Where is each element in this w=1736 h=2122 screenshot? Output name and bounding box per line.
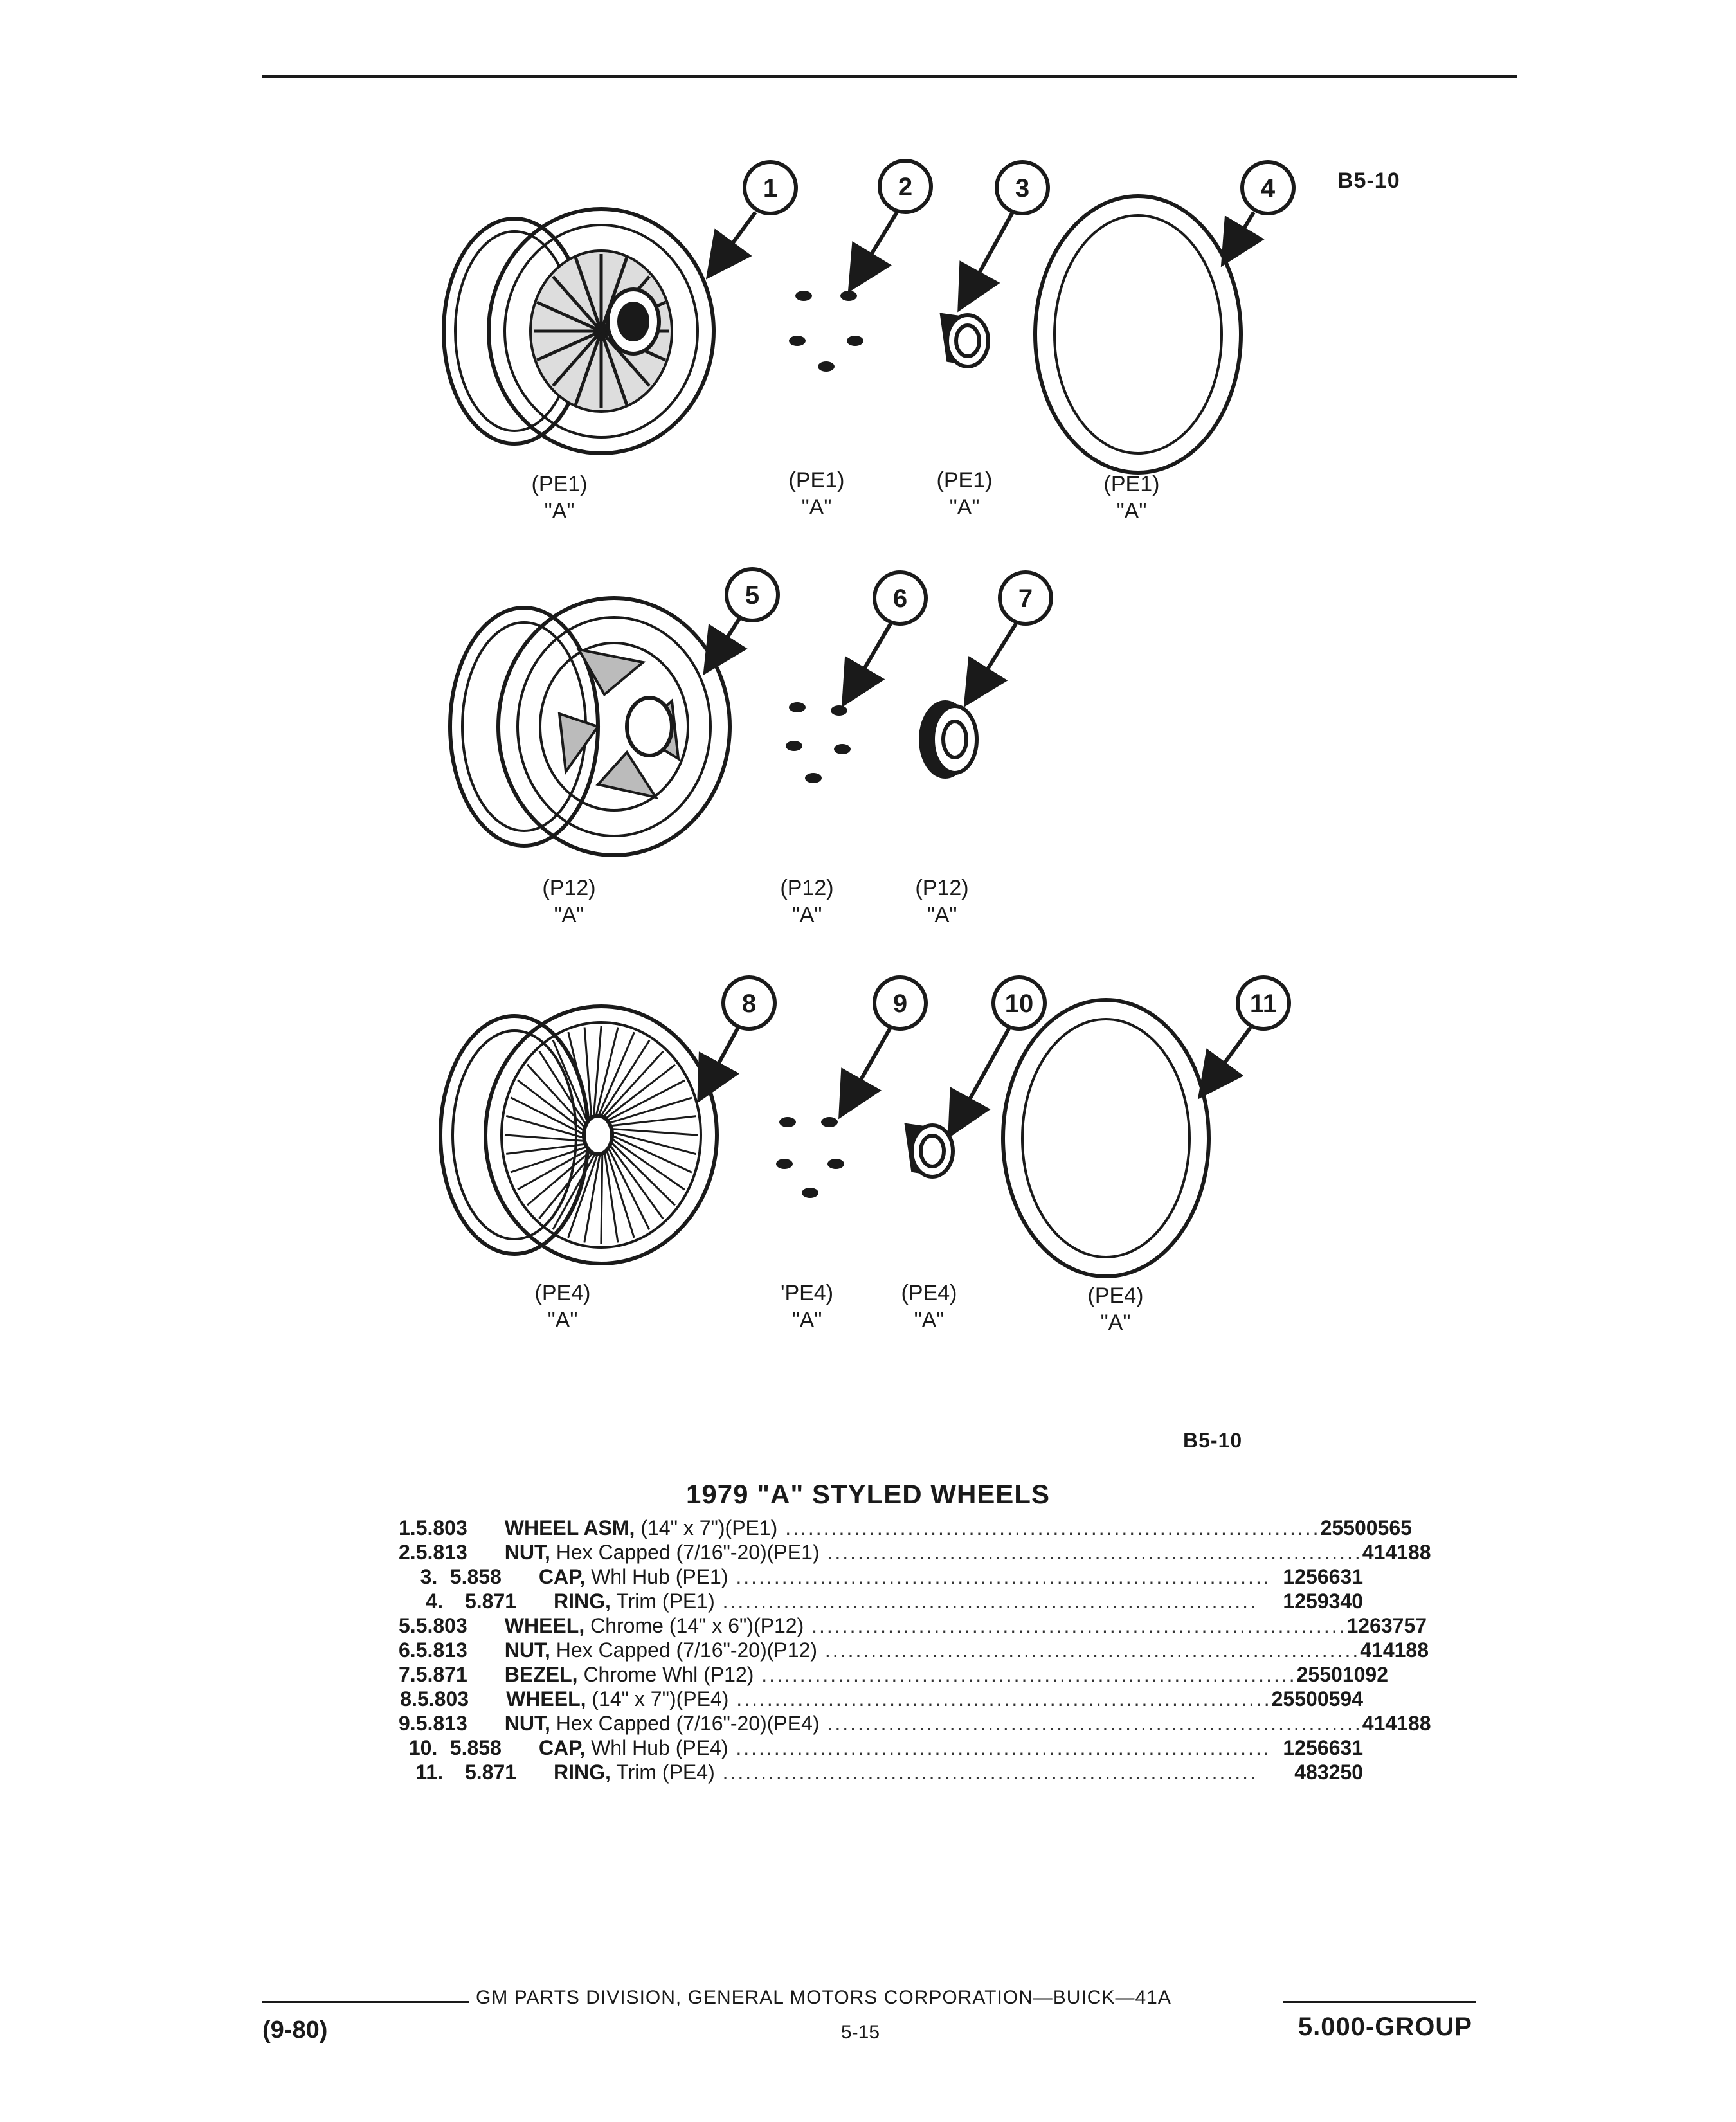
table-row (399, 1736, 1363, 1760)
leader-dots: ...................................................................... (819, 1712, 1362, 1735)
svg-text:11: 11 (1249, 990, 1278, 1018)
part-index: 2. (399, 1541, 416, 1564)
leader-dots: ...................................................................... (714, 1761, 1258, 1784)
callout-10 (952, 977, 1045, 1132)
callout-4 (1225, 162, 1294, 260)
spoke (601, 1152, 602, 1244)
part-detail: (14" x 7")(PE4) (586, 1687, 729, 1710)
part-name: RING, (554, 1590, 611, 1613)
label-item-9: 'PE4) "A" (780, 1281, 834, 1332)
part-detail: Hex Capped (7/16"-20)(PE1) (550, 1541, 820, 1564)
leader-dots: ...................................................................... (714, 1590, 1258, 1613)
label-item-6: (P12) "A" (780, 876, 834, 927)
spoke (604, 1065, 675, 1120)
part-detail: Trim (PE4) (610, 1761, 715, 1784)
part-group-code: 5.858 (449, 1565, 502, 1588)
label-item-11: (PE4) "A" (1087, 1283, 1144, 1335)
table-row (399, 1662, 1388, 1687)
part-detail: Trim (PE1) (610, 1590, 715, 1613)
lug-nuts-illustration (776, 1117, 844, 1198)
label-item-4: (PE1) "A" (1103, 472, 1160, 523)
lug-nuts-illustration (786, 702, 851, 783)
part-name: NUT, (504, 1712, 550, 1735)
part-description (554, 1760, 1258, 1784)
label-item-7: (P12) "A" (915, 876, 969, 927)
label-item-2: (PE1) "A" (788, 468, 845, 520)
footer-date: (9-80) (262, 2017, 328, 2044)
part-index: 5. (399, 1614, 416, 1637)
part-group-code: 5.813 (415, 1712, 467, 1735)
leader-dots: ...................................................................... (817, 1638, 1361, 1662)
part-name: NUT, (504, 1541, 550, 1564)
part-name: WHEEL, (506, 1687, 586, 1710)
part-index: 11. (415, 1761, 444, 1784)
trim-ring-illustration (1035, 196, 1241, 473)
figure-code-bottom: B5-10 (1183, 1429, 1243, 1452)
part-group-code: 5.858 (449, 1736, 502, 1759)
leader-dots: ...................................................................... (777, 1516, 1321, 1539)
part-description (554, 1589, 1258, 1613)
part-index: 7. (399, 1663, 416, 1686)
part-name: RING, (554, 1761, 611, 1784)
svg-text:6: 6 (892, 585, 908, 613)
part-group-code: 5.871 (464, 1590, 517, 1613)
label-item-3: (PE1) "A" (936, 468, 993, 520)
part-group-code: 5.813 (415, 1541, 467, 1564)
part-description (539, 1564, 1271, 1589)
callout-7 (968, 572, 1051, 701)
callout-11 (1202, 977, 1289, 1093)
part-group-code: 5.813 (415, 1638, 467, 1662)
wire-wheel-illustration (440, 1006, 717, 1264)
leader-dots: ...................................................................... (754, 1663, 1297, 1686)
svg-text:3: 3 (1015, 174, 1030, 203)
label-item-10: (PE4) "A" (901, 1281, 957, 1332)
part-detail: Chrome (14" x 6")(P12) (584, 1614, 804, 1637)
part-detail: Whl Hub (PE4) (585, 1736, 728, 1759)
parts-table (399, 1516, 1431, 1784)
part-number: 414188 (1362, 1541, 1431, 1564)
svg-text:10: 10 (1004, 990, 1034, 1018)
hub-cap-illustration (942, 315, 988, 367)
part-index: 3. (420, 1565, 438, 1588)
part-name: CAP, (538, 1736, 586, 1759)
part-number: 1259340 (1283, 1590, 1363, 1613)
leader-dots: ...................................................................... (728, 1565, 1271, 1588)
hub-cap-illustration (907, 1125, 953, 1177)
spoke (506, 1116, 585, 1138)
svg-text:8: 8 (741, 990, 757, 1018)
callout-8 (701, 977, 775, 1096)
part-name: WHEEL ASM, (504, 1516, 635, 1539)
table-row (399, 1589, 1363, 1613)
part-number: 414188 (1360, 1638, 1429, 1662)
label-item-1: (PE1) "A" (531, 472, 588, 523)
footer-rule-right (1283, 2001, 1476, 2003)
table-row (399, 1638, 1429, 1662)
svg-text:5: 5 (745, 581, 760, 610)
part-number: 1256631 (1283, 1736, 1363, 1759)
part-index: 4. (426, 1590, 444, 1613)
spoke (608, 1098, 692, 1123)
label-item-8: (PE4) "A" (534, 1281, 591, 1332)
bezel-illustration (921, 702, 977, 777)
callouts (701, 161, 1294, 1132)
part-number: 483250 (1294, 1761, 1363, 1784)
callout-1 (710, 162, 796, 273)
table-row (399, 1711, 1431, 1736)
part-group-code: 5.803 (415, 1614, 467, 1637)
part-number: 25500565 (1320, 1516, 1412, 1539)
svg-text:4: 4 (1260, 174, 1276, 203)
callout-2 (852, 161, 931, 286)
footer-group: 5.000-GROUP (1297, 2013, 1472, 2041)
callout-6 (845, 572, 926, 701)
spoke (593, 1026, 601, 1118)
lug-nuts-illustration (789, 291, 863, 372)
part-detail: Chrome Whl (P12) (577, 1663, 754, 1686)
leader-dots: ...................................................................... (728, 1736, 1271, 1759)
wire-spoke-wheel-illustration (444, 209, 714, 453)
part-description (506, 1687, 1272, 1711)
leader-dots: ...................................................................... (804, 1614, 1347, 1637)
table-row (399, 1564, 1363, 1589)
callout-9 (842, 977, 926, 1112)
leader-dots: ...................................................................... (819, 1541, 1362, 1564)
svg-text:1: 1 (763, 174, 778, 203)
part-number: 25501092 (1296, 1663, 1388, 1686)
callout-3 (961, 162, 1048, 305)
part-detail: Whl Hub (PE1) (585, 1565, 728, 1588)
five-spoke-wheel-illustration (450, 598, 730, 855)
part-name: CAP, (538, 1565, 586, 1588)
part-group-code: 5.803 (415, 1516, 467, 1539)
part-index: 10. (408, 1736, 438, 1759)
part-index: 9. (399, 1712, 416, 1735)
part-group-code: 5.871 (415, 1663, 467, 1686)
label-item-5: (P12) "A" (542, 876, 596, 927)
part-description (505, 1613, 1347, 1638)
part-index: 1. (399, 1516, 416, 1539)
spoke (610, 1141, 675, 1206)
part-name: BEZEL, (504, 1663, 578, 1686)
part-number: 25500594 (1271, 1687, 1363, 1710)
spoke (609, 1116, 696, 1126)
page-number: 5-15 (841, 2022, 880, 2043)
parts-table-title: 1979 "A" STYLED WHEELS (686, 1479, 1050, 1509)
footer-publisher: GM PARTS DIVISION, GENERAL MOTORS CORPORATION—BUICK—41A (476, 1987, 1171, 2008)
table-row (399, 1760, 1363, 1784)
part-group-code: 5.803 (417, 1687, 469, 1710)
svg-text:2: 2 (898, 173, 913, 201)
footer-rule-left (262, 2001, 469, 2003)
part-index: 6. (399, 1638, 416, 1662)
leader-dots: ...................................................................... (728, 1687, 1272, 1710)
part-number: 1256631 (1283, 1565, 1363, 1588)
table-row (399, 1516, 1412, 1540)
svg-text:7: 7 (1018, 585, 1033, 613)
callout-5 (707, 569, 778, 669)
part-detail: Hex Capped (7/16"-20)(P12) (550, 1638, 817, 1662)
table-row (399, 1540, 1431, 1564)
part-detail: Hex Capped (7/16"-20)(PE4) (550, 1712, 820, 1735)
part-index: 8. (400, 1687, 417, 1710)
part-description (505, 1662, 1297, 1687)
part-description (505, 1711, 1362, 1736)
table-row (399, 1613, 1427, 1638)
spoke (611, 1132, 696, 1154)
part-description (505, 1638, 1360, 1662)
part-description (505, 1516, 1321, 1540)
part-group-code: 5.871 (464, 1761, 517, 1784)
spoke (511, 1147, 588, 1172)
part-name: WHEEL, (504, 1614, 585, 1637)
table-row (399, 1687, 1363, 1711)
part-name: NUT, (504, 1638, 550, 1662)
part-number: 414188 (1362, 1712, 1431, 1735)
part-number: 1263757 (1346, 1614, 1427, 1637)
figure-code-top: B5-10 (1337, 168, 1400, 193)
part-description (505, 1540, 1362, 1564)
trim-ring-illustration (1003, 1000, 1209, 1276)
part-description (539, 1736, 1271, 1760)
svg-text:9: 9 (892, 990, 908, 1018)
part-detail: (14" x 7")(PE1) (635, 1516, 778, 1539)
